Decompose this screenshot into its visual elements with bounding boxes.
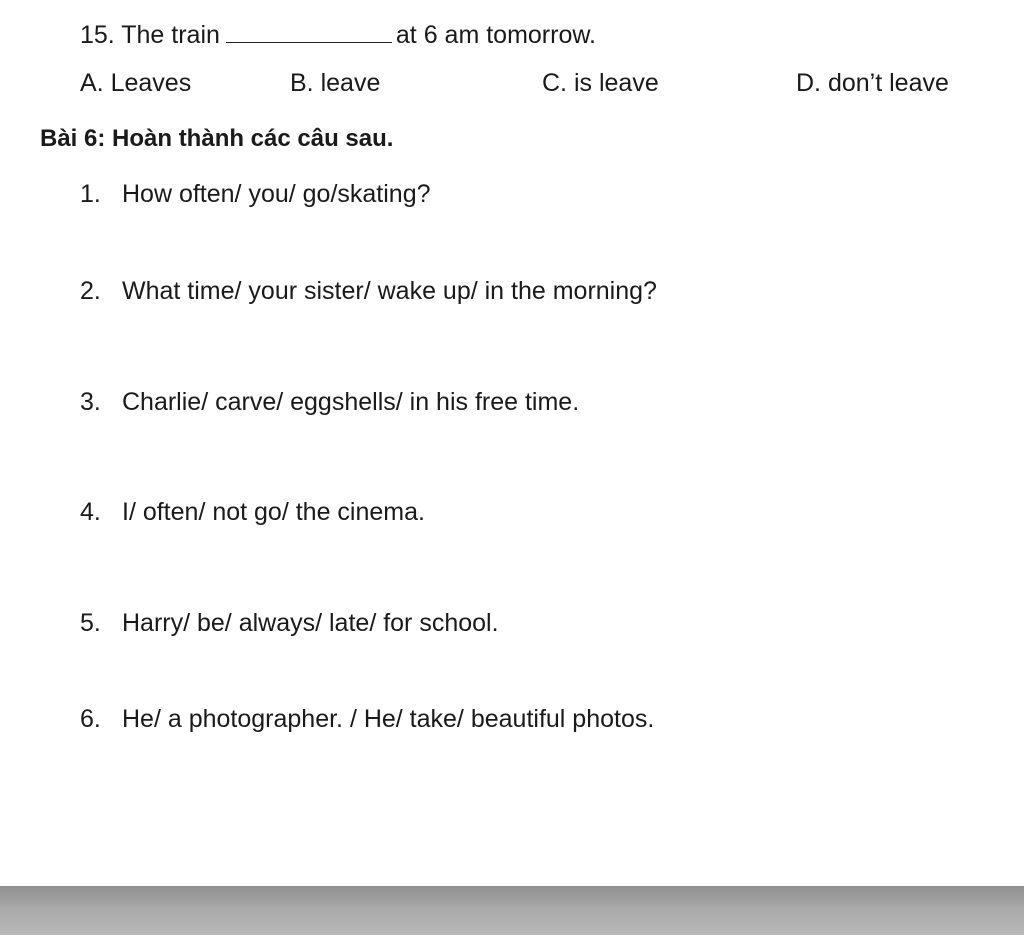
option-d-letter: D. [796, 69, 821, 97]
list-item-number: 5. [80, 609, 101, 637]
option-b-letter: B. [290, 69, 314, 97]
option-c [542, 66, 659, 100]
list-item [80, 274, 657, 308]
list-item-text: Charlie/ carve/ eggshells/ in his free time. [122, 388, 580, 416]
option-b-text: leave [320, 69, 381, 97]
page-bottom-shadow [0, 886, 1024, 935]
option-b [290, 66, 380, 100]
option-a [80, 66, 191, 100]
question-15-suffix: at 6 am tomorrow. [395, 21, 596, 49]
list-item-number: 4. [80, 498, 101, 526]
list-item-number: 1. [80, 180, 101, 208]
question-15 [80, 18, 596, 52]
option-a-letter: A. [80, 69, 104, 97]
list-item [80, 177, 431, 211]
list-item-number: 6. [80, 705, 101, 733]
option-c-text: is leave [573, 69, 659, 97]
option-d-text: don’t leave [827, 69, 949, 97]
list-item [80, 495, 425, 529]
list-item-number: 2. [80, 277, 101, 305]
list-item-text: What time/ your sister/ wake up/ in the morning? [122, 277, 657, 305]
list-item [80, 385, 579, 419]
list-item [80, 606, 499, 640]
answer-blank [226, 20, 392, 43]
list-item-text: I/ often/ not go/ the cinema. [122, 498, 425, 526]
section-title: Bài 6: Hoàn thành các câu sau. [40, 125, 394, 152]
option-c-letter: C. [542, 69, 567, 97]
question-15-prefix: 15. The train [80, 21, 220, 49]
option-d [796, 66, 949, 100]
list-item [80, 702, 654, 736]
list-item-number: 3. [80, 388, 101, 416]
list-item-text: He/ a photographer. / He/ take/ beautiful photos. [122, 705, 655, 733]
list-item-text: How often/ you/ go/skating? [122, 180, 431, 208]
option-a-text: Leaves [110, 69, 192, 97]
list-item-text: Harry/ be/ always/ late/ for school. [122, 609, 499, 637]
